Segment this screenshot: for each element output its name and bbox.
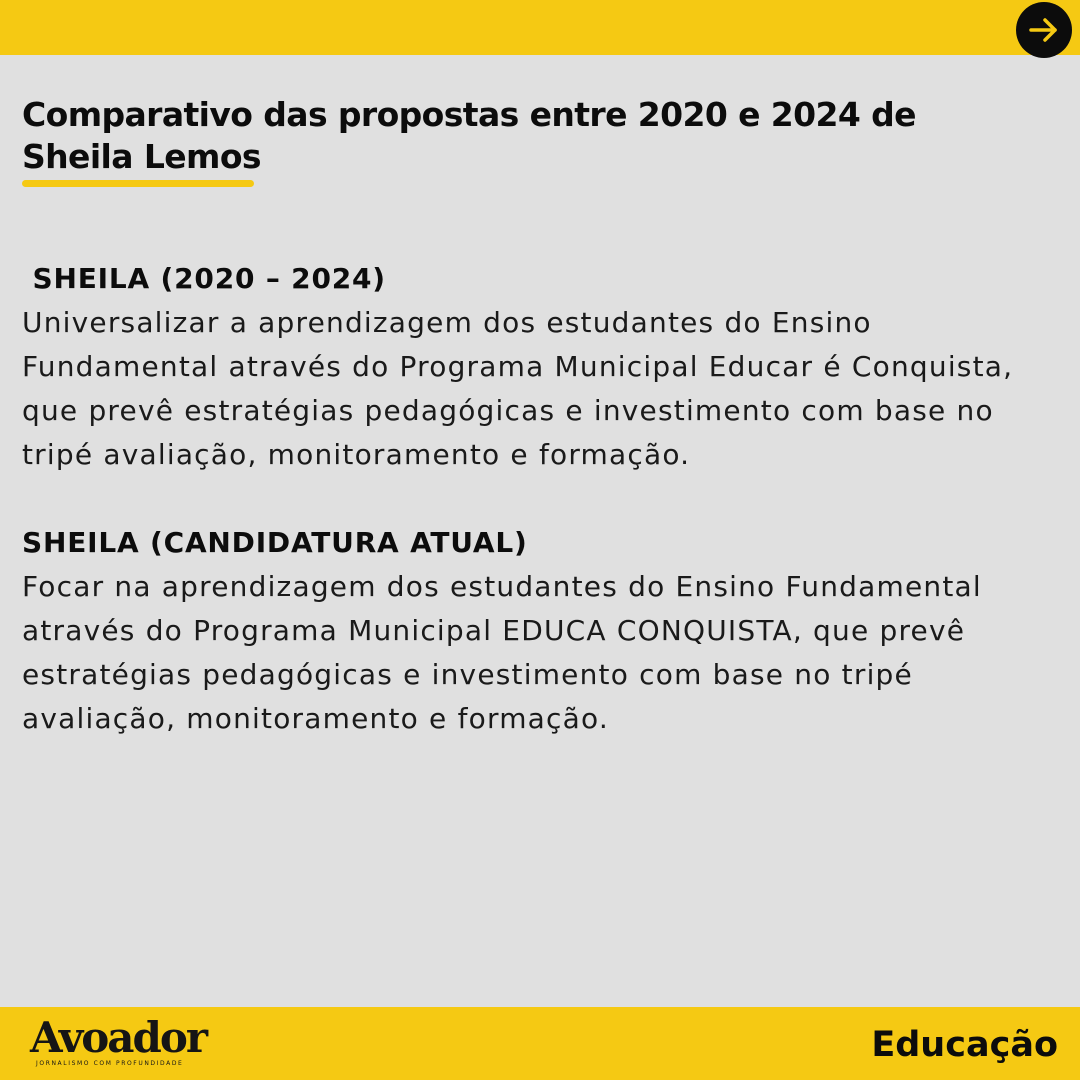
brand-name: Avoador	[30, 1013, 207, 1062]
brand-tagline: JORNALISMO COM PROFUNDIDADE	[36, 1060, 184, 1067]
section-body: Focar na aprendizagem dos estudantes do Ensino Fundamental através do Programa Municipal EDUCA CONQUISTA, que prevê estratégias pedagógicas e investimento com base no tripé avaliação, monitoramento e formação.	[22, 570, 982, 735]
title-underline	[22, 180, 254, 187]
proposal-section-2020-2024	[22, 257, 1032, 477]
top-bar	[0, 0, 1080, 55]
next-button[interactable]	[1016, 2, 1072, 58]
section-heading: SHEILA (CANDIDATURA ATUAL)	[22, 526, 528, 559]
brand-logo	[30, 1013, 207, 1068]
arrow-right-icon	[1027, 13, 1061, 47]
page-title: Comparativo das propostas entre 2020 e 2024 de Sheila Lemos	[22, 95, 916, 176]
section-heading: SHEILA (2020 – 2024)	[22, 262, 386, 295]
proposal-section-current	[22, 521, 1032, 741]
section-body: Universalizar a aprendizagem dos estudantes do Ensino Fundamental através do Programa Municipal Educar é Conquista, que prevê estratégias pedagógicas e investimento com base no tripé avaliação, monitoramento e formação.	[22, 306, 1014, 471]
main-content	[22, 94, 1032, 741]
category-label: Educação	[871, 1025, 1058, 1065]
